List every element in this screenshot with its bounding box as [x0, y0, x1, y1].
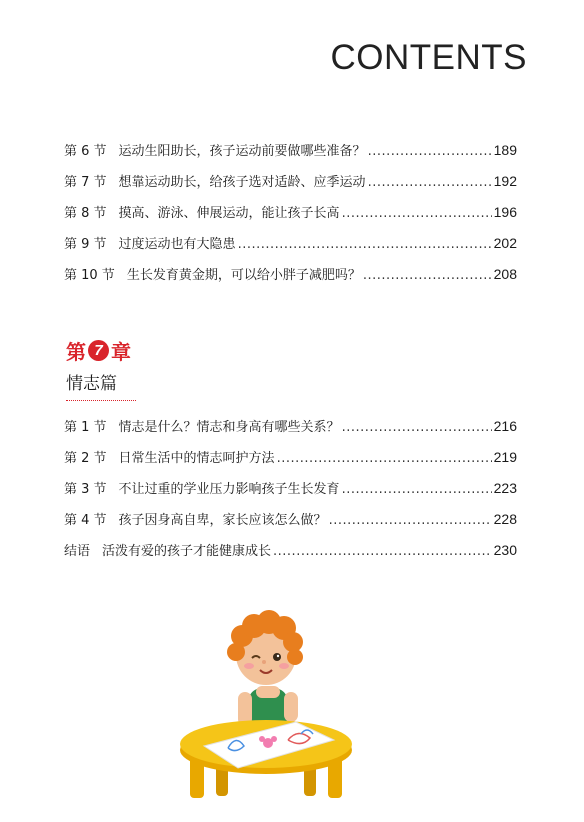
section-number: 第 6 节: [64, 144, 107, 159]
section-title: 想靠运动助长，给孩子选对适龄、应季运动: [118, 175, 366, 190]
dot-leader: [363, 268, 492, 284]
section-number: 第 10 节: [64, 268, 115, 283]
page-number: 219: [493, 449, 517, 465]
toc-entry[interactable]: [64, 542, 517, 573]
toc-list-bottom: [64, 418, 517, 573]
page-number: 202: [493, 235, 517, 251]
section-title: 不让过重的学业压力影响孩子生长发育: [118, 482, 340, 497]
section-number: 第 9 节: [64, 237, 107, 252]
section-title: 运动生阳助长，孩子运动前要做哪些准备？: [118, 144, 366, 159]
section-number: 结语: [64, 544, 91, 559]
dot-leader: [329, 513, 492, 529]
chapter-heading: [66, 336, 136, 401]
page-number: 230: [493, 542, 517, 558]
section-title: 活泼有爱的孩子才能健康成长: [102, 544, 272, 559]
page-number: 216: [493, 418, 517, 434]
page-number: 196: [493, 204, 517, 220]
toc-entry[interactable]: [64, 480, 517, 511]
toc-entry[interactable]: [64, 204, 517, 235]
section-number: 第 8 节: [64, 206, 107, 221]
section-number: 第 3 节: [64, 482, 107, 497]
section-number: 第 4 节: [64, 513, 107, 528]
dot-leader: [273, 544, 492, 560]
child-at-table-icon: [176, 600, 356, 805]
toc-entry[interactable]: [64, 142, 517, 173]
dot-leader: [277, 451, 492, 467]
toc-entry[interactable]: [64, 511, 517, 542]
section-number: 第 7 节: [64, 175, 107, 190]
page-number: 223: [493, 480, 517, 496]
chapter-subtitle: 情志篇: [66, 374, 117, 394]
toc-entry[interactable]: [64, 449, 517, 480]
section-title: 孩子因身高自卑，家长应该怎么做？: [118, 513, 327, 528]
toc-entry[interactable]: [64, 418, 517, 449]
dot-leader: [368, 175, 492, 191]
section-number: 第 1 节: [64, 420, 107, 435]
dot-leader: [342, 206, 492, 222]
section-number: 第 2 节: [64, 451, 107, 466]
section-title: 生长发育黄金期，可以给小胖子减肥吗？: [126, 268, 361, 283]
page-number: 189: [493, 142, 517, 158]
toc-entry[interactable]: [64, 235, 517, 266]
page-title: CONTENTS: [330, 38, 527, 77]
chapter-number-badge: 7: [88, 340, 109, 361]
dot-leader: [342, 420, 492, 436]
dot-leader: [238, 237, 492, 253]
toc-entry[interactable]: [64, 266, 517, 297]
toc-list-top: [64, 142, 517, 297]
chapter-title: [66, 336, 136, 365]
page-number: 228: [493, 511, 517, 527]
section-title: 摸高、游泳、伸展运动，能让孩子长高: [118, 206, 340, 221]
chapter-prefix: 第: [66, 340, 86, 364]
chapter-suffix: 章: [111, 340, 131, 364]
child-drawing-illustration: [176, 600, 356, 809]
page-number: 192: [493, 173, 517, 189]
chapter-divider: [66, 400, 136, 401]
toc-entry[interactable]: [64, 173, 517, 204]
dot-leader: [342, 482, 492, 498]
section-title: 日常生活中的情志呵护方法: [118, 451, 275, 466]
dot-leader: [368, 144, 492, 160]
page-number: 208: [493, 266, 517, 282]
section-title: 情志是什么？情志和身高有哪些关系？: [118, 420, 340, 435]
section-title: 过度运动也有大隐患: [118, 237, 236, 252]
